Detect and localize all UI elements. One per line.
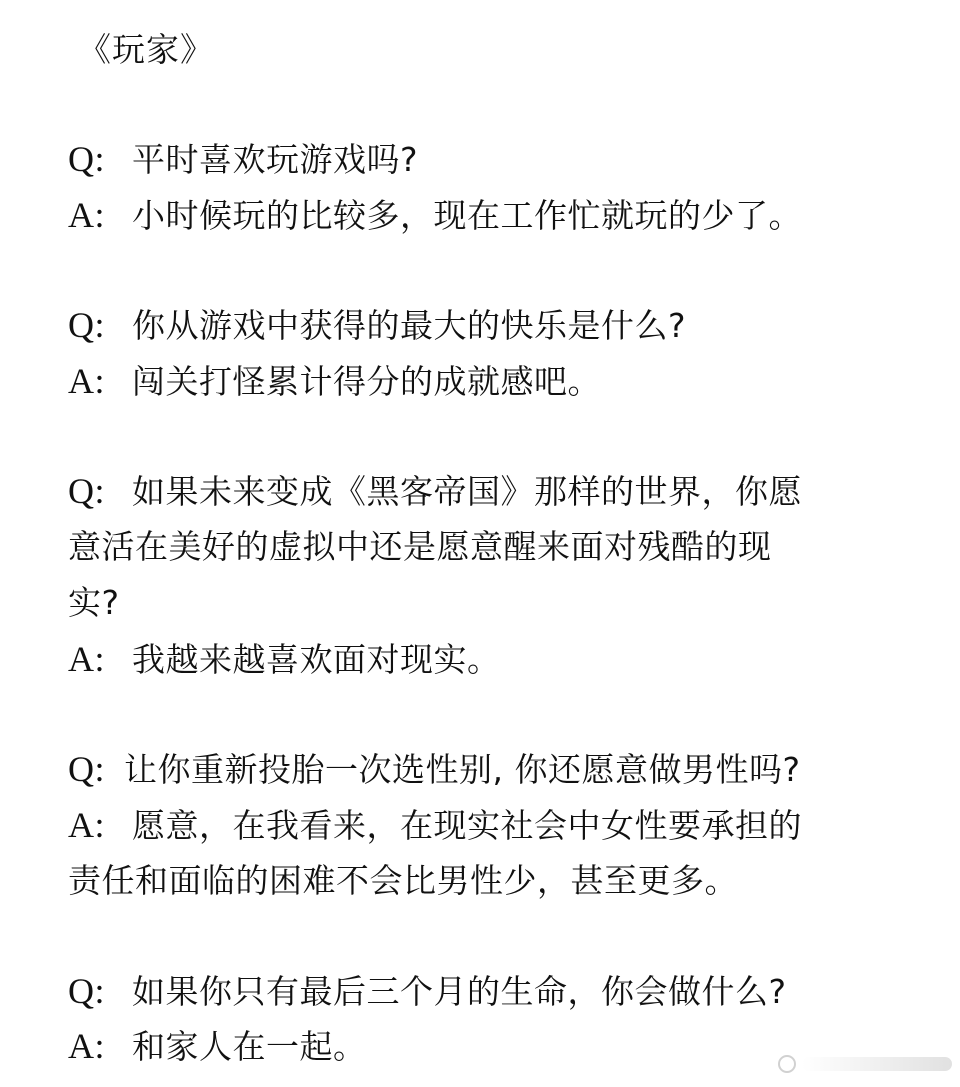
answer-2: [68, 359, 908, 404]
answer-text: 愿意，在我看来，在现实社会中女性要承担的: [132, 806, 802, 845]
question-3-line-3: [68, 581, 908, 625]
answer-3: [68, 637, 908, 682]
answer-text: 我越来越喜欢面对现实。: [132, 640, 501, 679]
answer-prefix: A:: [68, 639, 105, 679]
question-text: 意活在美好的虚拟中还是愿意醒来面对残酷的现: [68, 527, 772, 566]
question-text: 如果你只有最后三个月的生命，你会做什么?: [132, 972, 787, 1011]
question-4: [68, 747, 908, 792]
question-text: 让你重新投胎一次选性别, 你还愿意做男性吗?: [124, 750, 801, 789]
answer-prefix: A:: [68, 1026, 105, 1066]
question-5: [68, 969, 908, 1014]
question-text: 你从游戏中获得的最大的快乐是什么?: [132, 306, 687, 345]
question-3-line-2: [68, 525, 908, 569]
question-3-line-1: [68, 469, 908, 514]
answer-text: 闯关打怪累计得分的成就感吧。: [132, 362, 601, 401]
question-text: 实?: [68, 583, 120, 622]
watermark: [752, 1051, 952, 1077]
question-2: [68, 303, 908, 348]
watermark-logo-icon: [778, 1055, 796, 1073]
answer-text: 小时候玩的比较多，现在工作忙就玩的少了。: [132, 196, 802, 235]
watermark-mark: [802, 1057, 952, 1071]
answer-prefix: A:: [68, 195, 105, 235]
question-prefix: Q:: [68, 749, 105, 789]
question-prefix: Q:: [68, 139, 105, 179]
answer-text: 责任和面临的困难不会比男性少，甚至更多。: [68, 861, 738, 900]
question-prefix: Q:: [68, 305, 105, 345]
answer-prefix: A:: [68, 805, 105, 845]
question-prefix: Q:: [68, 971, 105, 1011]
answer-4-line-1: [68, 803, 908, 848]
question-text: 如果未来变成《黑客帝国》那样的世界，你愿: [132, 472, 802, 511]
document-title: 《玩家》: [78, 30, 214, 69]
answer-text: 和家人在一起。: [132, 1027, 367, 1066]
question-prefix: Q:: [68, 471, 105, 511]
answer-4-line-2: [68, 859, 908, 903]
question-1: [68, 137, 908, 182]
question-text: 平时喜欢玩游戏吗?: [132, 140, 419, 179]
answer-1: [68, 193, 908, 238]
answer-prefix: A:: [68, 361, 105, 401]
